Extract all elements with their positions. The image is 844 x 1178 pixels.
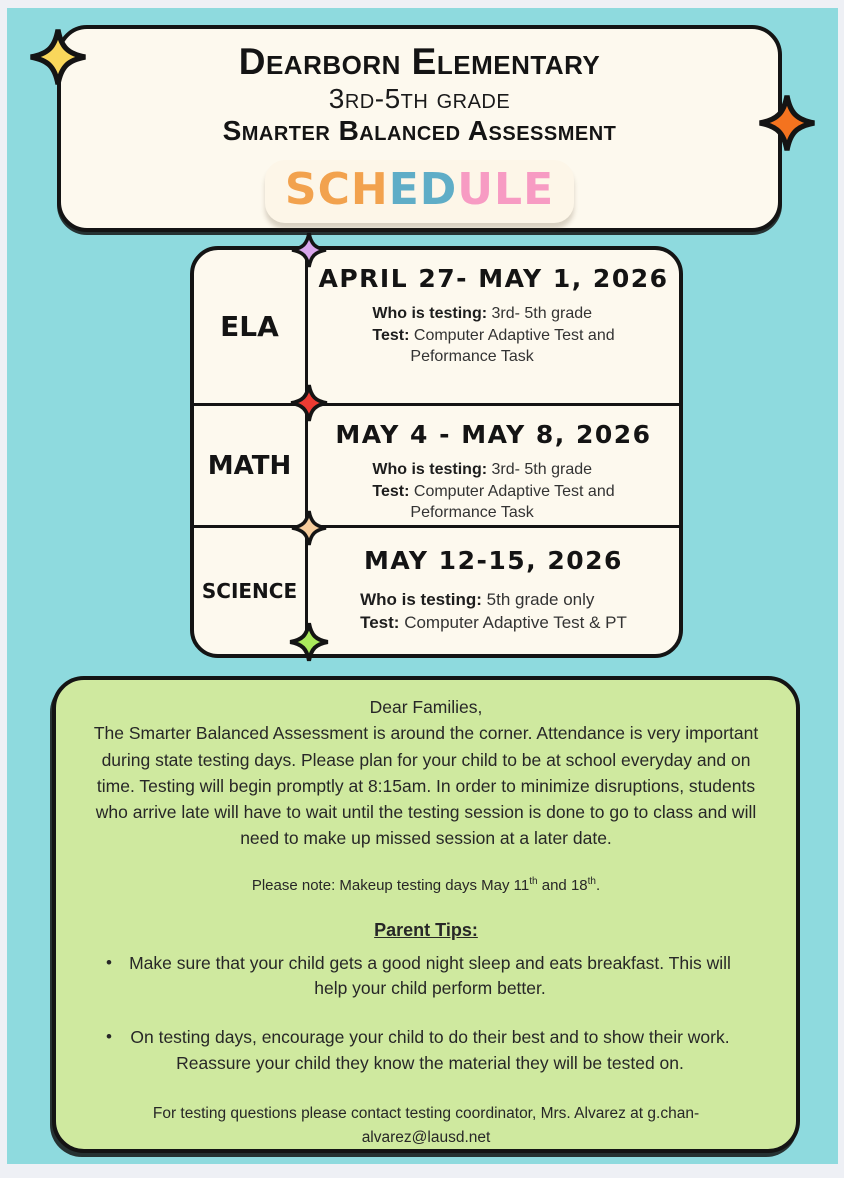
schedule-letter: E [388, 163, 420, 215]
test-label: Test: [372, 326, 410, 344]
who-label: Who is testing: [372, 461, 488, 478]
bullet-icon: • [106, 1027, 112, 1047]
who-line [360, 589, 627, 612]
sparkle-purple-icon [291, 232, 327, 268]
grade-range: 3rd-5th grade [328, 82, 511, 114]
schedule-letter: E [523, 163, 555, 215]
flyer-background [7, 8, 838, 1164]
makeup-note [92, 876, 760, 894]
who-label: Who is testing: [360, 590, 482, 609]
test-dates: MAY 4 - MAY 8, 2026 [335, 420, 652, 449]
tip-text: Make sure that your child gets a good night sleep and eats breakfast. This will help your child perform better. [129, 952, 731, 998]
note-superscript: th [529, 875, 538, 887]
test-details [372, 303, 614, 368]
row-info [308, 406, 679, 525]
school-name: Dearborn Elementary [238, 41, 601, 82]
schedule-letter: D [419, 163, 458, 215]
schedule-row-math [194, 403, 679, 525]
salutation: Dear Families, [369, 697, 483, 717]
schedule-wordart [265, 160, 574, 223]
test-line [372, 481, 614, 503]
sparkle-green-icon [289, 622, 329, 662]
who-value: 5th grade only [486, 590, 595, 609]
schedule-table [190, 246, 683, 658]
sparkle-star-yellow-icon [29, 28, 87, 86]
test-line-cont: Peformance Task [410, 504, 534, 522]
tip-item [92, 951, 760, 1002]
subject-label: ELA [194, 250, 308, 403]
test-value: Computer Adaptive Test and [413, 326, 615, 344]
who-line [372, 459, 614, 481]
test-line [372, 325, 614, 347]
letter-body: The Smarter Balanced Assessment is around the corner. Attendance is very important during state testing days. Please plan for your child to be at school everyday and on time. Testing will begin promptly at 8:15am. In order to minimize disruptions, students who arrive late will have to wait until the testing session is done to go to class and will need to make up missed session at a later date. [93, 723, 759, 849]
contact-line: For testing questions please contact testing coordinator, Mrs. Alvarez at g.chan- [152, 1105, 700, 1122]
test-label: Test: [372, 482, 410, 500]
letter-card [52, 676, 800, 1153]
sparkle-red-icon [290, 384, 328, 422]
test-label: Test: [360, 612, 400, 632]
who-label: Who is testing: [372, 305, 488, 322]
sparkle-star-orange-icon [758, 94, 816, 152]
tip-item [92, 1025, 760, 1076]
note-text: . [595, 876, 601, 894]
test-line-cont: Peformance Task [410, 348, 534, 366]
contact-info [92, 1102, 760, 1150]
assessment-title: Smarter Balanced Assessment [222, 115, 617, 147]
test-details [372, 459, 614, 524]
sparkle-peach-icon [291, 510, 327, 546]
schedule-letter: L [494, 163, 524, 215]
schedule-row-ela [194, 250, 679, 403]
subject-label: SCIENCE [194, 528, 308, 654]
header-card [57, 25, 782, 232]
row-info [308, 528, 679, 654]
contact-email: alvarez@lausd.net [361, 1129, 491, 1147]
bullet-icon: • [106, 952, 112, 972]
test-value: Computer Adaptive Test and [413, 482, 615, 500]
schedule-letter: H [350, 163, 389, 215]
schedule-row-science [194, 525, 679, 654]
tip-text: On testing days, encourage your child to do their best and to show their work. Reassure your child they know the material they will be tested on. [130, 1027, 730, 1073]
test-details [360, 589, 627, 635]
schedule-letter: C [317, 163, 351, 215]
schedule-letter: U [457, 163, 495, 215]
who-line [372, 303, 614, 325]
parent-tips-heading-text: Parent Tips: [374, 919, 478, 940]
note-superscript: th [587, 875, 596, 887]
test-value: Computer Adaptive Test & PT [404, 612, 627, 632]
subject-label: MATH [194, 406, 308, 525]
parent-tips-heading [92, 920, 760, 941]
note-text: Please note: Makeup testing days May 11 [251, 876, 530, 894]
note-text: and 18 [537, 876, 588, 894]
who-value: 3rd- 5th grade [491, 461, 593, 478]
row-info [308, 250, 679, 403]
test-dates: MAY 12-15, 2026 [364, 546, 623, 575]
who-value: 3rd- 5th grade [491, 305, 593, 322]
test-line [360, 612, 627, 635]
test-dates: APRIL 27- MAY 1, 2026 [318, 264, 669, 293]
schedule-letter: S [284, 163, 318, 215]
